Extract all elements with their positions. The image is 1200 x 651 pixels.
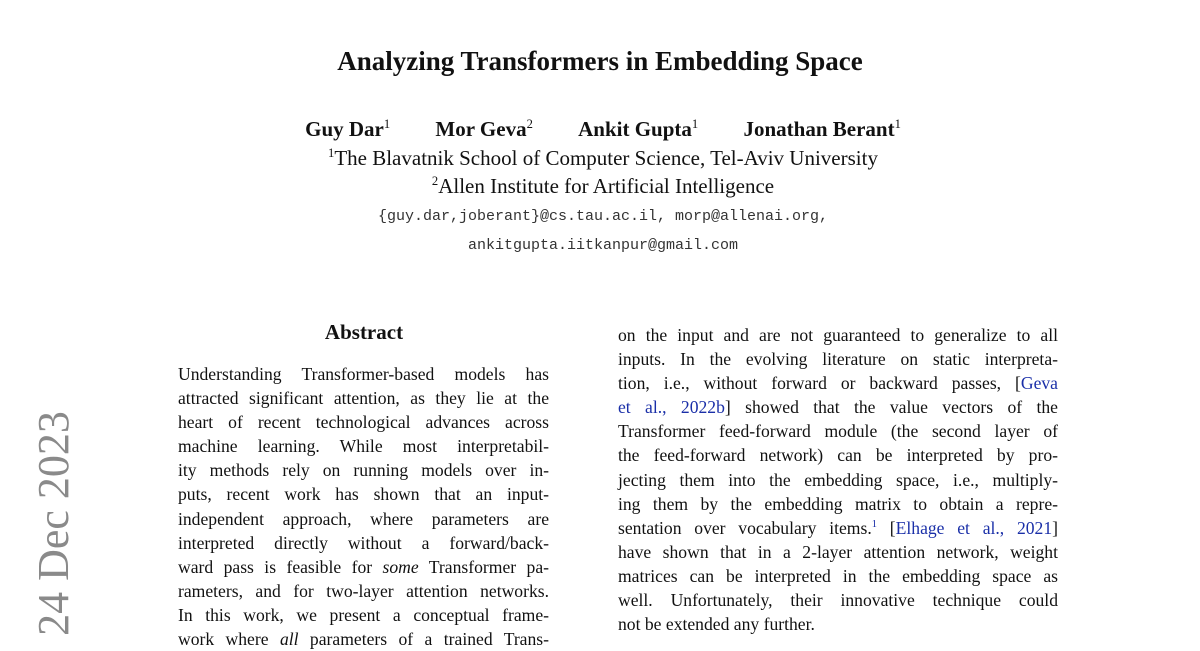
- author: Mor Geva$^2$: [435, 117, 533, 141]
- text-line: et al., 2022b] showed that the value vectors of the: [618, 397, 1058, 418]
- citation-link[interactable]: et al., 2022b: [618, 397, 725, 418]
- abstract-heading: Abstract: [324, 320, 404, 344]
- text-line: not be extended any further.: [618, 614, 815, 635]
- affiliation: $^2$Allen Institute for Artificial Intelligence: [431, 174, 775, 198]
- text-line: have shown that in a 2-layer attention network, weight: [618, 541, 1058, 562]
- text-line: the feed-forward network) can be interpreted by pro-: [618, 445, 1058, 466]
- text-line: jecting them into the embedding space, i.e., multiply-: [618, 469, 1058, 490]
- text-line: puts, recent work has shown that an input-: [178, 484, 549, 505]
- author-emails: ankitgupta.iitkanpur@gmail.com: [467, 237, 739, 254]
- paper-title: Analyzing Transformers in Embedding Space: [337, 46, 863, 76]
- text-line: heart of recent technological advances across: [178, 412, 549, 433]
- author: Guy Dar$^1$: [305, 117, 391, 141]
- text-line: Understanding Transformer-based models has: [178, 364, 549, 384]
- text-line: Transformer feed-forward module (the second layer of: [618, 421, 1058, 442]
- author: Ankit Gupta$^1$: [578, 117, 699, 141]
- text-line: on the input and are not guaranteed to generalize to all: [618, 325, 1058, 345]
- text-line: attracted significant attention, as they lie at the: [178, 388, 549, 409]
- text-line: tion, i.e., without forward or backward passes, [Geva: [618, 373, 1058, 394]
- affiliation: $^1$The Blavatnik School of Computer Science, Tel-Aviv University: [328, 146, 878, 170]
- author-list: [0, 117, 1200, 142]
- text-line: ward pass is feasible for some Transformer pa-: [178, 556, 549, 577]
- text-line: matrices can be interpreted in the embedding space as: [618, 565, 1058, 586]
- footnote-link[interactable]: 1: [871, 518, 878, 530]
- text-line: interpreted directly without a forward/back-: [178, 532, 549, 553]
- text-line: independent approach, where parameters are: [178, 508, 549, 529]
- citation-link[interactable]: Geva: [1020, 373, 1058, 394]
- arxiv-date: 24 Dec 2023: [28, 410, 78, 636]
- author-emails: {guy.dar,joberant}@cs.tau.ac.il, morp@allenai.org,: [377, 208, 829, 225]
- text-line: inputs. In the evolving literature on static interpreta-: [618, 349, 1058, 370]
- text-line: ing them by the embedding matrix to obtain a repre-: [618, 493, 1058, 514]
- text-line: rameters, and for two-layer attention networks.: [178, 580, 549, 601]
- text-line: machine learning. While most interpretabil-: [178, 436, 549, 457]
- text-line: work where all parameters of a trained Trans-: [178, 629, 549, 650]
- text-line: ity methods rely on running models over in-: [178, 460, 549, 481]
- citation-link[interactable]: Elhage et al., 2021: [895, 517, 1053, 538]
- author: Jonathan Berant$^1$: [743, 117, 901, 141]
- intro-body: [618, 323, 1058, 636]
- text-line: well. Unfortunately, their innovative technique could: [618, 590, 1058, 611]
- text-line: In this work, we present a conceptual frame-: [178, 604, 549, 625]
- arxiv-date-stamp: [8, 410, 98, 636]
- abstract-body: [178, 362, 549, 651]
- text-line: sentation over vocabulary items.$^1$ [Elhage et al., 2021]: [618, 517, 1058, 538]
